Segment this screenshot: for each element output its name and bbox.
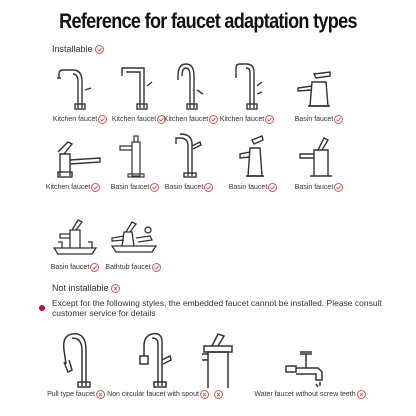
basin-faucet-square-icon <box>284 128 354 182</box>
cross-icon <box>357 390 366 399</box>
installable-label <box>52 44 104 54</box>
not-installable-label-text: Not installable <box>52 283 109 293</box>
installable-label-text: Installable <box>52 44 93 54</box>
installable-item <box>154 128 224 194</box>
basin-faucet-curved-icon <box>154 128 224 182</box>
installable-caption: Kitchen faucet <box>156 115 226 124</box>
installable-caption: Basin faucet <box>100 183 170 192</box>
check-icon <box>268 183 277 192</box>
not-installable-caption: Water faucet without screw teeth <box>260 390 360 399</box>
check-icon <box>95 45 104 54</box>
check-icon <box>91 183 100 192</box>
installable-caption: Bathtub faucet <box>98 263 168 272</box>
installable-caption: Basin faucet <box>284 115 354 124</box>
installable-item <box>38 128 108 194</box>
cross-icon <box>214 390 223 399</box>
installable-item <box>98 208 168 274</box>
wall-water-tap-icon <box>260 326 360 388</box>
installable-caption: Kitchen faucet <box>212 115 282 124</box>
basin-faucet-chrome-icon <box>218 128 288 182</box>
square-waterfall-faucet-icon <box>168 326 268 388</box>
not-installable-label <box>52 283 120 293</box>
check-icon <box>152 263 161 272</box>
not-installable-note: Except for the following styles, the embedded faucet cannot be installed. Please consult customer service for details <box>52 298 382 318</box>
kitchen-faucet-long-spout-icon <box>38 128 108 182</box>
installable-caption: Basin faucet <box>40 263 110 272</box>
installable-caption: Basin faucet <box>218 183 288 192</box>
cross-icon <box>111 284 120 293</box>
cross-icon <box>96 390 105 399</box>
installable-caption: Basin faucet <box>284 183 354 192</box>
bathtub-faucet-icon <box>98 208 168 262</box>
page-title: Reference for faucet adaptation types <box>59 10 357 33</box>
check-icon <box>204 183 213 192</box>
installable-item <box>284 128 354 194</box>
check-icon <box>334 183 343 192</box>
check-icon <box>334 115 343 124</box>
installable-caption: Basin faucet <box>154 183 224 192</box>
kitchen-faucet-hook-icon <box>212 60 282 114</box>
installable-item <box>284 60 354 126</box>
not-installable-item <box>254 326 360 406</box>
not-installable-caption: Non circular faucet with spout <box>108 390 208 399</box>
not-installable-caption <box>168 390 268 399</box>
installable-caption: Kitchen faucet <box>45 115 115 124</box>
not-installable-item <box>168 326 268 406</box>
installable-caption: Kitchen faucet <box>38 183 108 192</box>
basin-faucet-lever-icon <box>284 60 354 114</box>
installable-caption: Kitchen faucet <box>104 115 174 124</box>
installable-item <box>212 60 282 126</box>
not-installable-caption: Pull type faucet <box>26 390 126 399</box>
bullet-dot-icon <box>39 305 45 311</box>
installable-item <box>218 128 288 194</box>
check-icon <box>265 115 274 124</box>
